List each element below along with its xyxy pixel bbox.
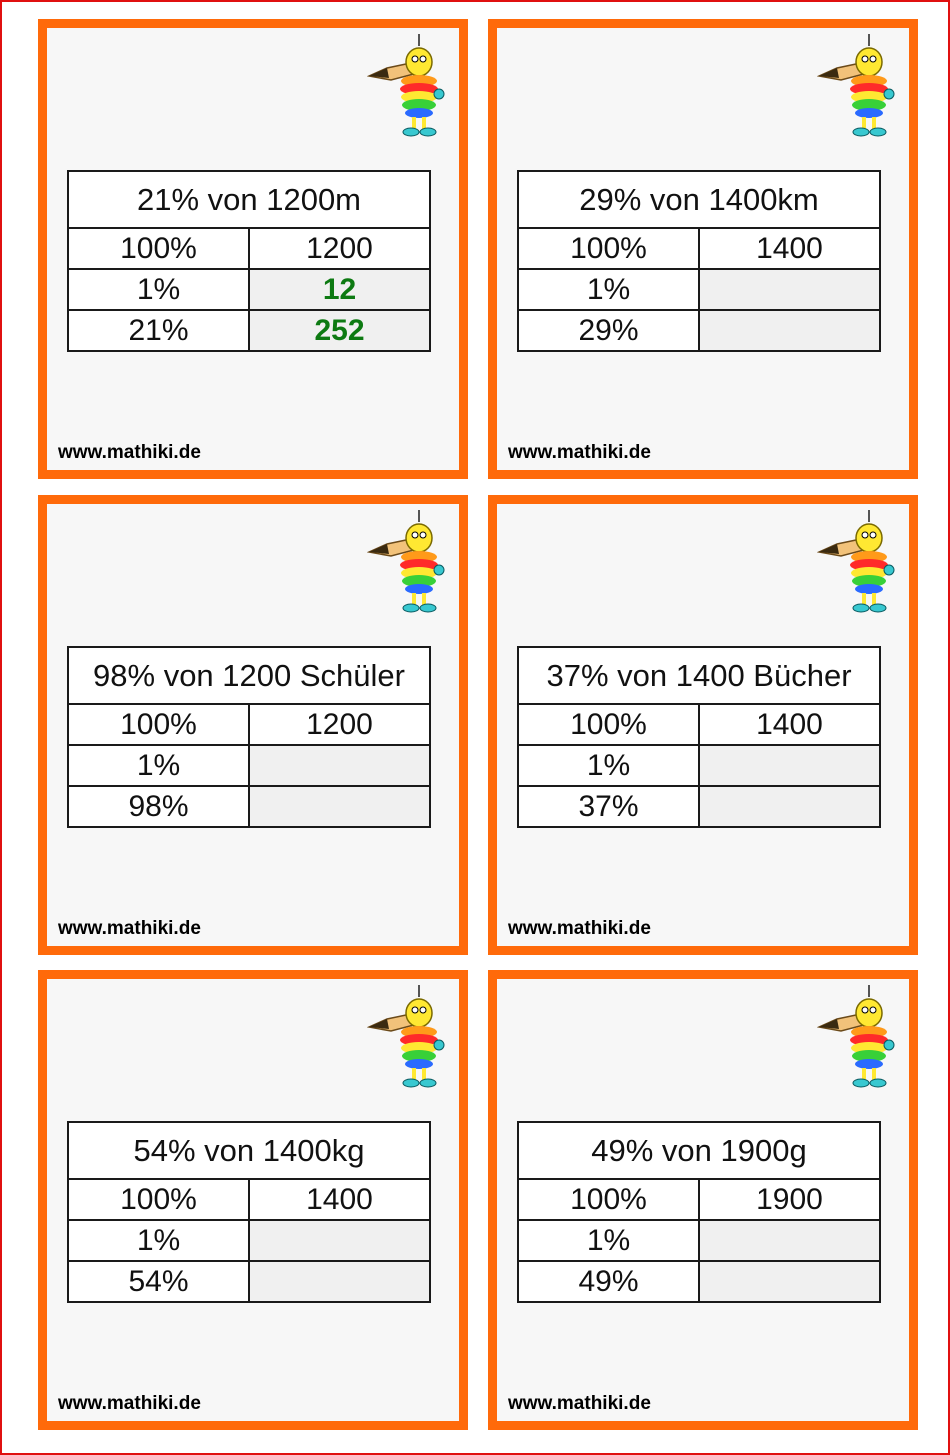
answer-cell[interactable] bbox=[699, 745, 880, 786]
task-title: 98% von 1200 Schüler bbox=[68, 647, 430, 704]
answer-cell[interactable] bbox=[249, 786, 430, 827]
value-cell: 1400 bbox=[699, 704, 880, 745]
value-cell: 1200 bbox=[249, 704, 430, 745]
pencil-mascot-icon bbox=[367, 510, 453, 616]
task-table bbox=[517, 1121, 881, 1303]
percent-cell: 100% bbox=[68, 704, 249, 745]
task-card-2 bbox=[488, 19, 918, 479]
task-table bbox=[517, 170, 881, 352]
pencil-mascot-icon bbox=[817, 985, 903, 1091]
value-cell: 1400 bbox=[699, 228, 880, 269]
answer-cell[interactable] bbox=[249, 1261, 430, 1302]
answer-cell[interactable] bbox=[699, 269, 880, 310]
percent-cell: 1% bbox=[518, 1220, 699, 1261]
task-card-1 bbox=[38, 19, 468, 479]
percent-cell: 29% bbox=[518, 310, 699, 351]
task-title: 54% von 1400kg bbox=[68, 1122, 430, 1179]
answer-cell[interactable] bbox=[699, 1261, 880, 1302]
task-table bbox=[517, 646, 881, 828]
percent-cell: 100% bbox=[518, 704, 699, 745]
footer-website: www.mathiki.de bbox=[508, 918, 651, 939]
task-table bbox=[67, 1121, 431, 1303]
percent-cell: 100% bbox=[518, 228, 699, 269]
percent-cell: 37% bbox=[518, 786, 699, 827]
task-card-4 bbox=[488, 495, 918, 955]
percent-cell: 98% bbox=[68, 786, 249, 827]
percent-cell: 100% bbox=[518, 1179, 699, 1220]
answer-cell[interactable] bbox=[699, 1220, 880, 1261]
value-cell: 1400 bbox=[249, 1179, 430, 1220]
pencil-mascot-icon bbox=[367, 985, 453, 1091]
task-table bbox=[67, 646, 431, 828]
footer-website: www.mathiki.de bbox=[58, 1393, 201, 1414]
answer-cell[interactable] bbox=[699, 786, 880, 827]
pencil-mascot-icon bbox=[817, 34, 903, 140]
percent-cell: 1% bbox=[68, 745, 249, 786]
answer-cell[interactable] bbox=[249, 745, 430, 786]
value-cell: 1900 bbox=[699, 1179, 880, 1220]
percent-cell: 1% bbox=[518, 745, 699, 786]
task-title: 37% von 1400 Bücher bbox=[518, 647, 880, 704]
percent-cell: 49% bbox=[518, 1261, 699, 1302]
value-cell: 1200 bbox=[249, 228, 430, 269]
task-table bbox=[67, 170, 431, 352]
answer-cell[interactable]: 12 bbox=[249, 269, 430, 310]
percent-cell: 54% bbox=[68, 1261, 249, 1302]
pencil-mascot-icon bbox=[367, 34, 453, 140]
task-title: 21% von 1200m bbox=[68, 171, 430, 228]
footer-website: www.mathiki.de bbox=[58, 442, 201, 463]
footer-website: www.mathiki.de bbox=[508, 442, 651, 463]
task-card-3 bbox=[38, 495, 468, 955]
task-card-5 bbox=[38, 970, 468, 1430]
footer-website: www.mathiki.de bbox=[508, 1393, 651, 1414]
percent-cell: 21% bbox=[68, 310, 249, 351]
answer-cell[interactable]: 252 bbox=[249, 310, 430, 351]
percent-cell: 1% bbox=[68, 269, 249, 310]
percent-cell: 100% bbox=[68, 1179, 249, 1220]
task-title: 29% von 1400km bbox=[518, 171, 880, 228]
pencil-mascot-icon bbox=[817, 510, 903, 616]
footer-website: www.mathiki.de bbox=[58, 918, 201, 939]
answer-cell[interactable] bbox=[249, 1220, 430, 1261]
percent-cell: 100% bbox=[68, 228, 249, 269]
task-title: 49% von 1900g bbox=[518, 1122, 880, 1179]
answer-cell[interactable] bbox=[699, 310, 880, 351]
percent-cell: 1% bbox=[68, 1220, 249, 1261]
task-card-6 bbox=[488, 970, 918, 1430]
percent-cell: 1% bbox=[518, 269, 699, 310]
